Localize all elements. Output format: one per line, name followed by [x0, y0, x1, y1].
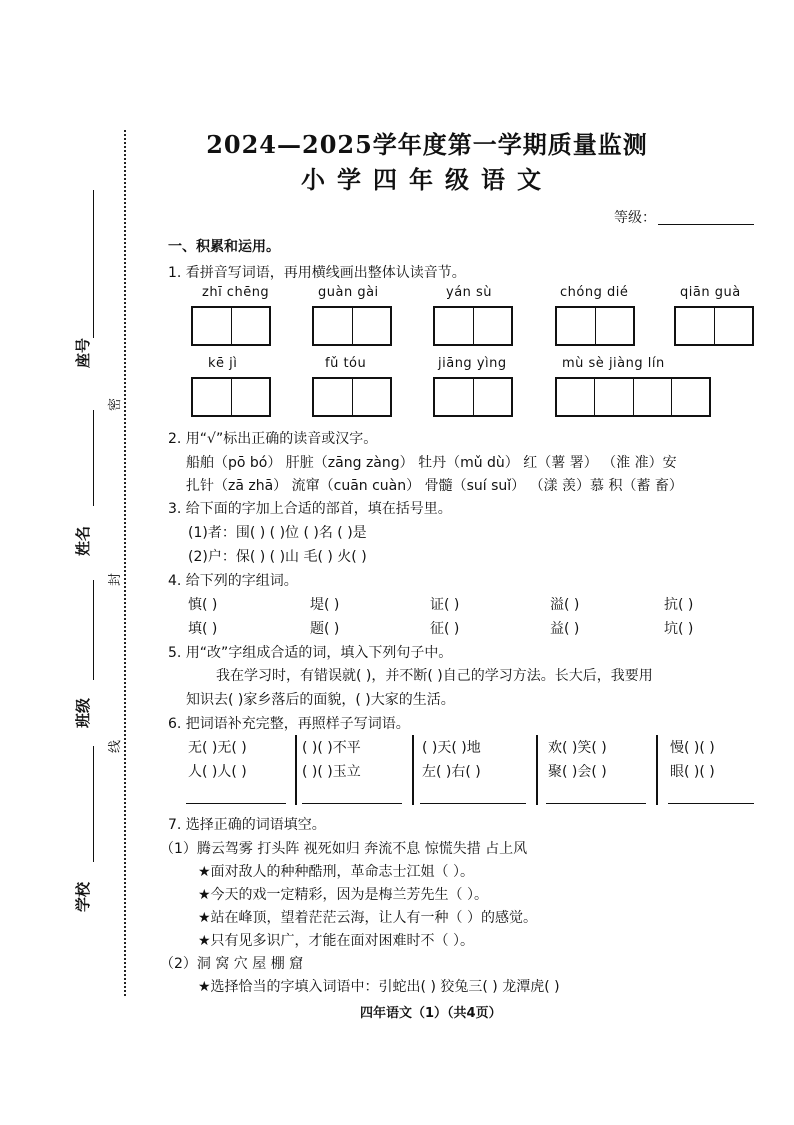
q6-divider [656, 735, 658, 805]
q4-item: 填( ) [188, 621, 218, 637]
answer-grid[interactable] [191, 377, 271, 417]
q5-sentence-line1: 我在学习时，有错误就( )，并不断( )自己的学习方法。长大后，我要用 [216, 668, 653, 684]
q6-group2-a: ( )( )不平 [302, 740, 361, 756]
answer-grid[interactable] [674, 306, 754, 346]
student-name-label: 姓名 [74, 525, 92, 556]
q6-group4-b: 聚( )会( ) [548, 764, 607, 780]
answer-grid[interactable] [191, 306, 271, 346]
answer-grid[interactable] [433, 377, 513, 417]
q3-line1: (1)者：围( ) ( )位 ( )名 ( )是 [188, 525, 367, 541]
q4-item: 慎( ) [188, 597, 218, 613]
q7-part2-words: （2）洞 窝 穴 屋 棚 窟 [160, 956, 304, 972]
q4-item: 堤( ) [310, 597, 340, 613]
q6-answer-line[interactable] [546, 803, 646, 804]
q6-group1-a: 无( )无( ) [188, 740, 247, 756]
answer-grid[interactable] [555, 306, 635, 346]
q5-prompt: 5. 用“改”字组成合适的词，填入下列句子中。 [168, 645, 453, 661]
q1-pinyin-2: guàn gài [318, 285, 379, 300]
q6-prompt: 6. 把词语补充完整，再照样子写词语。 [168, 716, 410, 732]
q7-item: ★只有见多识广，才能在面对困难时不（ ）。 [198, 933, 474, 949]
q1-pinyin-6: kē jì [208, 356, 238, 371]
q4-item: 抗( ) [664, 597, 694, 613]
exam-subtitle: 小学四年级语文 [301, 165, 553, 194]
section-heading: 一、积累和运用。 [168, 239, 280, 255]
q2-options-line2: 扎针（zā zhā） 流窜（cuān cuàn） 骨髓（suí suǐ） （漾 羡）慕 积（蓄 畜） [186, 478, 683, 494]
q1-pinyin-5: qiān guà [680, 285, 741, 300]
class-blank [93, 580, 94, 680]
q3-line2: (2)户：保( ) ( )山 毛( ) 火( ) [188, 549, 367, 565]
q1-pinyin-1: zhī chēng [202, 285, 270, 300]
q3-prompt: 3. 给下面的字加上合适的部首，填在括号里。 [168, 501, 452, 517]
q7-item: ★站在峰顶，望着茫茫云海，让人有一种（ ）的感觉。 [198, 910, 537, 926]
q6-answer-line[interactable] [186, 803, 286, 804]
q6-group2-b: ( )( )玉立 [302, 764, 361, 780]
school-label: 学校 [74, 881, 92, 912]
q1-pinyin-8: jiāng yìng [438, 356, 507, 371]
q6-group1-b: 人( )人( ) [188, 764, 247, 780]
q6-group3-a: ( )天( )地 [422, 740, 481, 756]
answer-grid[interactable] [312, 306, 392, 346]
q1-pinyin-3: yán sù [446, 285, 493, 300]
answer-grid[interactable] [312, 377, 392, 417]
exam-title: 2024—2025学年度第一学期质量监测 [206, 130, 648, 159]
q7-item: ★面对敌人的种种酷刑，革命志士江姐（ ）。 [198, 864, 474, 880]
q6-divider [295, 735, 297, 805]
page-footer: 四年语文（1）（共4页） [360, 1006, 502, 1021]
q4-item: 征( ) [430, 621, 460, 637]
q7-part2-item: ★选择恰当的字填入词语中：引蛇出( ) 狡兔三( ) 龙潭虎( ) [198, 979, 560, 995]
student-name-blank [93, 410, 94, 506]
q4-item: 溢( ) [550, 597, 580, 613]
q2-prompt: 2. 用“√”标出正确的读音或汉字。 [168, 431, 378, 447]
seal-char-feng: 封 [108, 572, 124, 587]
binding-dotted-line [124, 130, 126, 996]
q7-item: ★今天的戏一定精彩，因为是梅兰芳先生（ ）。 [198, 887, 488, 903]
q7-prompt: 7. 选择正确的词语填空。 [168, 817, 326, 833]
q1-prompt: 1. 看拼音写词语，再用横线画出整体认读音节。 [168, 265, 466, 281]
class-label: 班级 [74, 697, 92, 728]
q6-group3-b: 左( )右( ) [422, 764, 481, 780]
seat-number-blank [93, 190, 94, 338]
q6-answer-line[interactable] [302, 803, 402, 804]
q4-prompt: 4. 给下列的字组词。 [168, 573, 298, 589]
q5-sentence-line2: 知识去( )家乡落后的面貌，( )大家的生活。 [186, 692, 455, 708]
grade-blank[interactable] [658, 224, 754, 225]
q1-pinyin-4: chóng dié [560, 285, 629, 300]
q1-pinyin-7: fǔ tóu [325, 356, 367, 371]
school-blank [93, 746, 94, 862]
q6-divider [412, 735, 414, 805]
q6-group5-b: 眼( )( ) [670, 764, 715, 780]
answer-grid[interactable] [433, 306, 513, 346]
q4-item: 证( ) [430, 597, 460, 613]
grade-label: 等级： [614, 210, 656, 226]
q6-group4-a: 欢( )笑( ) [548, 740, 607, 756]
q6-answer-line[interactable] [420, 803, 526, 804]
q6-answer-line[interactable] [668, 803, 754, 804]
q1-pinyin-9: mù sè jiàng lín [562, 356, 665, 371]
seal-char-mi: 密 [108, 397, 124, 412]
q6-group5-a: 慢( )( ) [670, 740, 715, 756]
q7-part1-words: （1）腾云驾雾 打头阵 视死如归 奔流不息 惊慌失措 占上风 [160, 841, 528, 857]
q2-options-line1: 船舶（pō bó） 肝脏（zāng zàng） 牡丹（mǔ dù） 红（薯 署） （淮 准）安 [186, 455, 677, 471]
q4-item: 题( ) [310, 621, 340, 637]
q4-item: 坑( ) [664, 621, 694, 637]
q4-item: 益( ) [550, 621, 580, 637]
answer-grid[interactable] [555, 377, 711, 417]
seal-char-xian: 线 [108, 739, 124, 754]
seat-number-label: 座号 [74, 337, 92, 368]
q6-divider [536, 735, 538, 805]
